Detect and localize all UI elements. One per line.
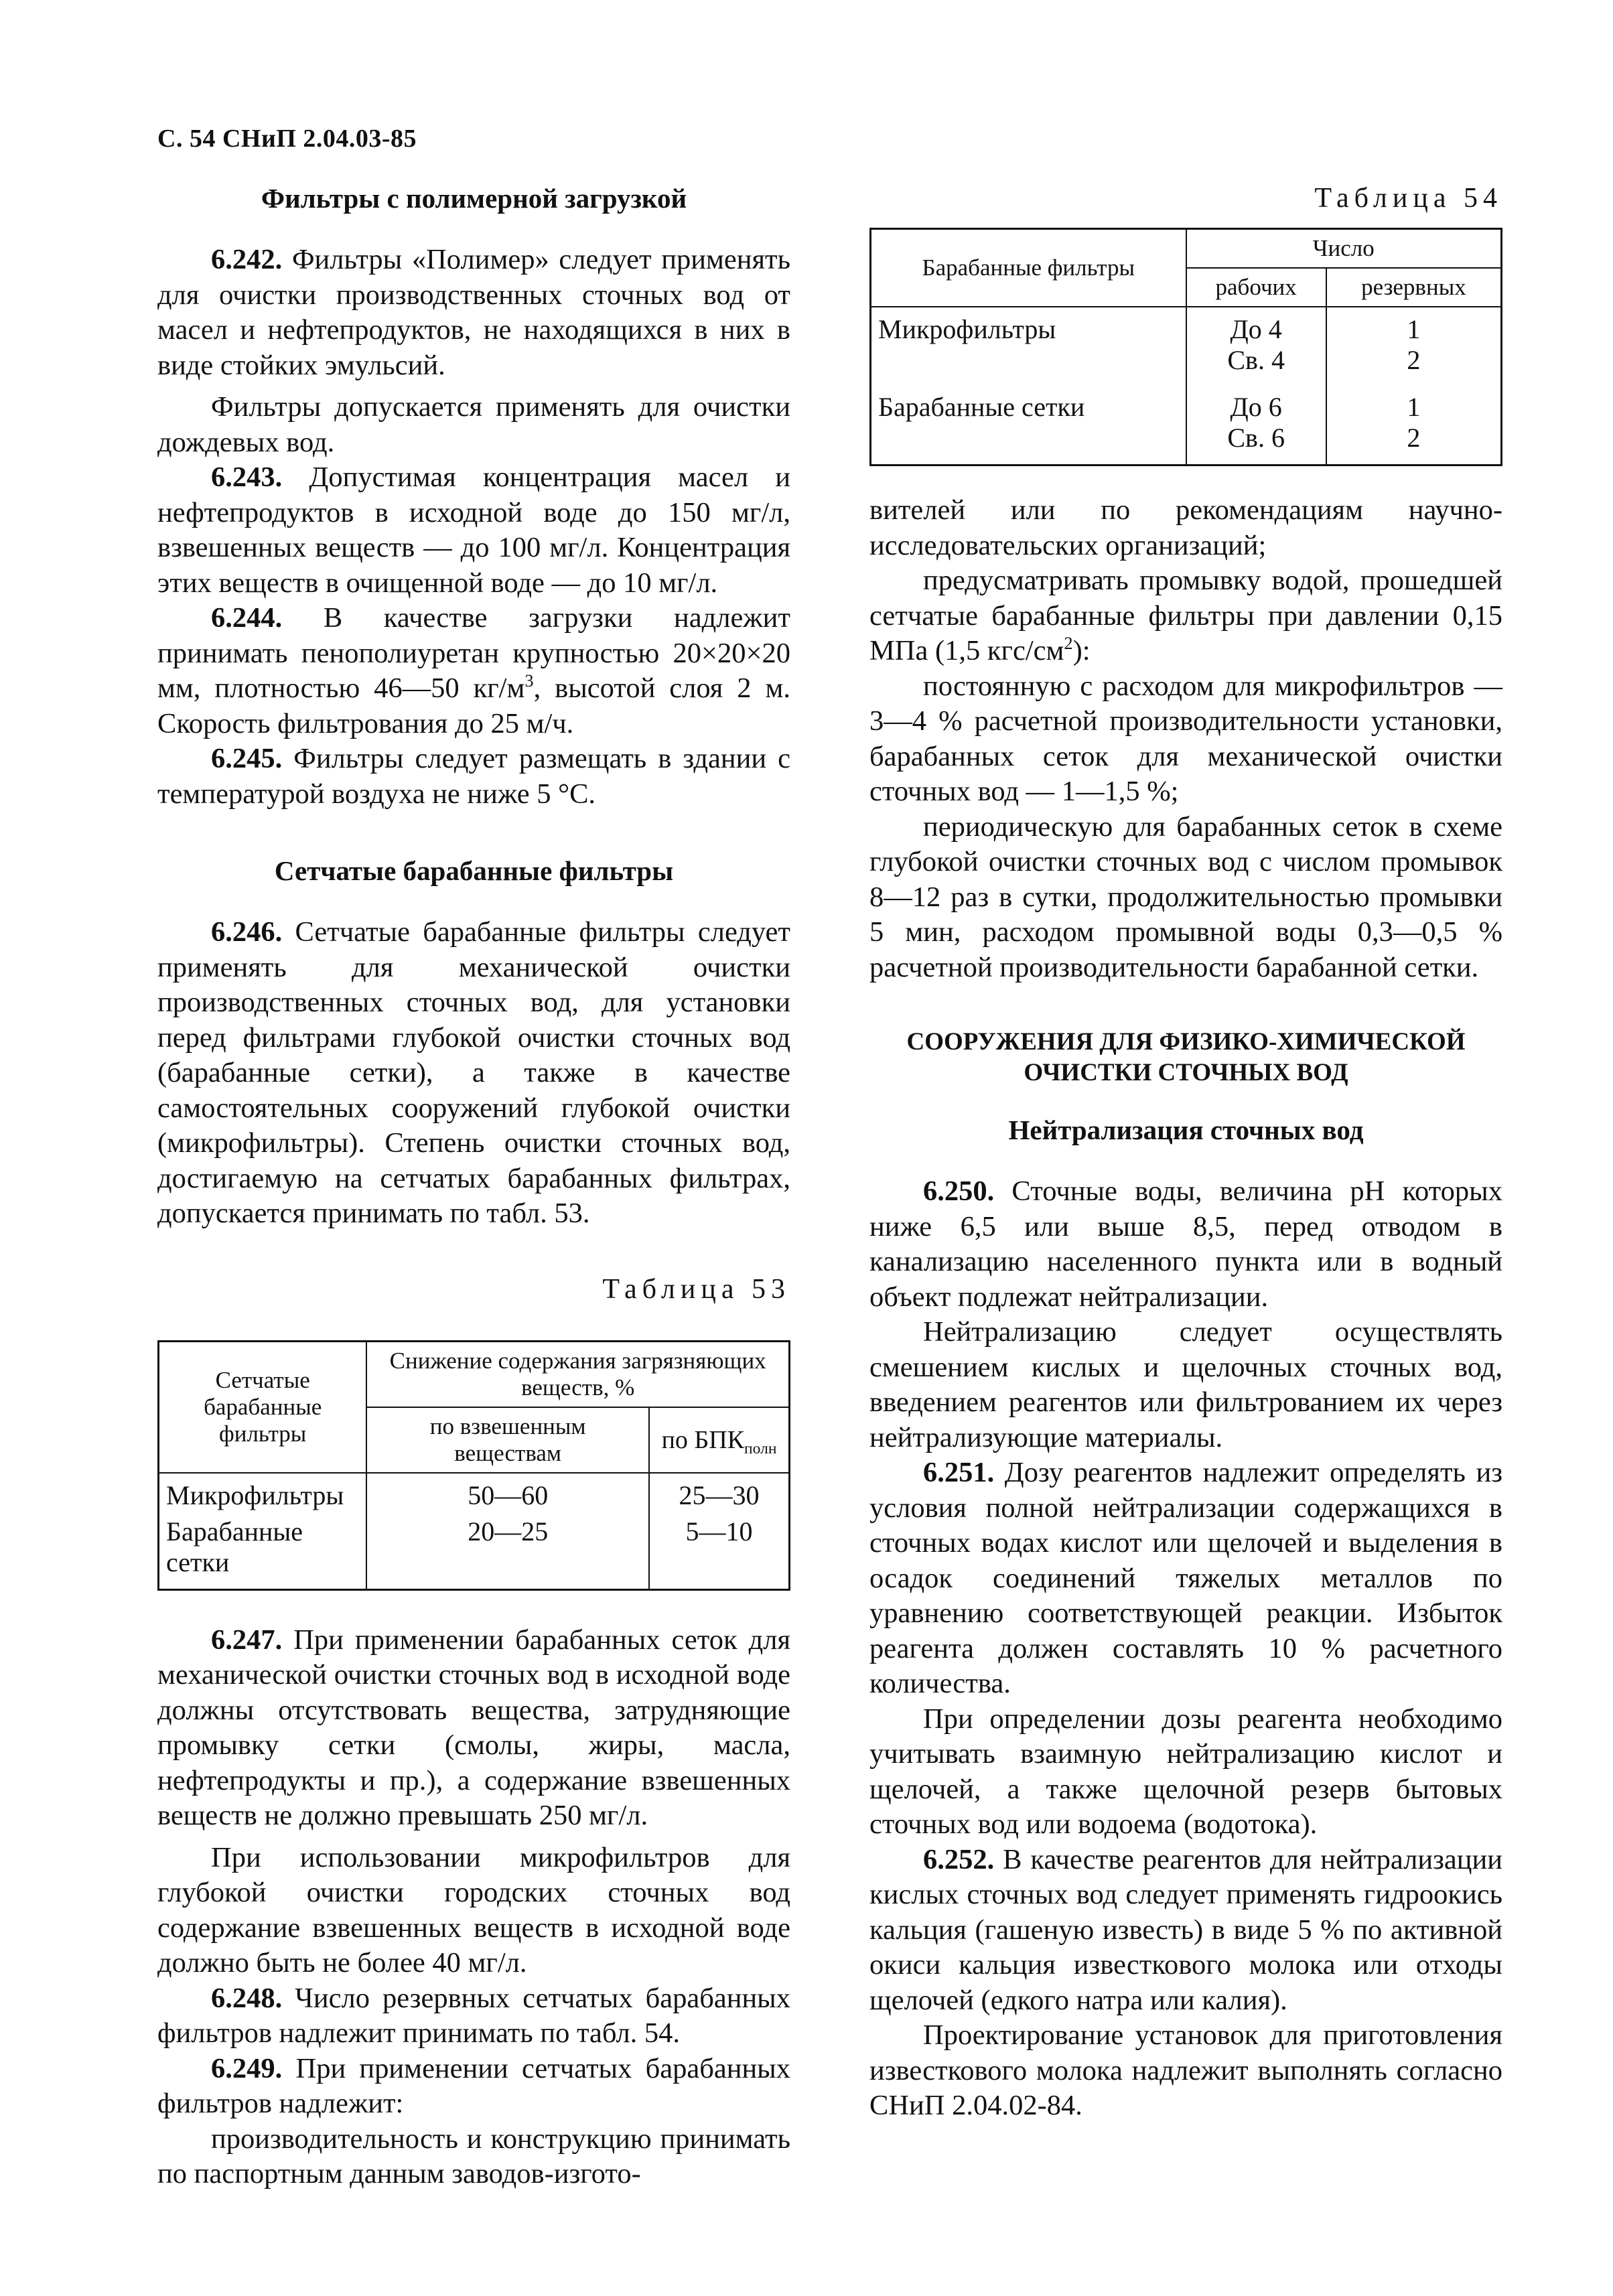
clause-6-249-continuation: вителей или по рекомендациям научно-исследовательских организаций; (869, 494, 1502, 561)
table-row: Микрофильтры До 4 Св. 4 1 2 (871, 307, 1502, 378)
page-header: С. 54 СНиП 2.04.03-85 (157, 125, 417, 153)
clause-6-252-para2: Проектирование установок для приготовления известкового молока надлежит выполнять согласно СНиП 2.04.02-84. (869, 2019, 1502, 2121)
table-54-caption: Таблица 54 (1314, 183, 1502, 214)
table-54-col-reserve: резервных (1326, 268, 1502, 307)
table-53-col-bod: по $БПК_{полн}$ (649, 1407, 789, 1473)
section-title-polymer-filters: Фильтры с полимерной загрузкой (261, 183, 687, 214)
table-54-col-group: Число (1186, 229, 1502, 269)
washing-constant: постоянную с расходом для микрофильтров — 3—4 % расчетной производительности установки, барабанных сеток для механической очистки сточных вод — 1—1,5 %; (869, 670, 1502, 807)
left-column (157, 174, 790, 2192)
clause-6-250: 6.250. Сточные воды, величина pH которых ниже 6,5 или выше 8,5, перед отводом в канализацию населенного пункта или в водный объект подлежат нейтрализации. (869, 1175, 1502, 1313)
clause-6-242-para2: Фильтры допускается применять для очистки дождевых вод. (157, 391, 790, 458)
table-53-col-suspended: по взвешенным веществам (366, 1407, 649, 1473)
table-row: Барабанные сетки 20—25 5—10 (159, 1514, 790, 1590)
table-54-col-working: рабочих (1186, 268, 1326, 307)
table-row: Барабанные сетки До 6 Св. 6 1 2 (871, 378, 1502, 465)
clause-6-242: 6.242. Фильтры «Полимер» следует применять для очистки производственных сточных вод от масел и нефтепродуктов, не находящихся в них в виде стойких эмульсий. (157, 244, 790, 381)
clause-6-251-para2: При определении дозы реагента необходимо учитывать взаимную нейтрализацию кислот и щелочей, а также щелочной резерв бытовых сточных вод или водоема (водотока). (869, 1703, 1502, 1840)
clause-6-248: 6.248. Число резервных сетчатых барабанных фильтров надлежит принимать по табл. 54. (157, 1982, 790, 2049)
clause-6-247: 6.247. При применении барабанных сеток для механической очистки сточных вод в исходной воде должны отсутствовать вещества, затрудняющие промывку сетки (смолы, жиры, масла, нефтепродукты и пр.), а содержание взвешенных веществ не должно превышать 250 мг/л. (157, 1624, 790, 1831)
clause-6-243: 6.243. Допустимая концентрация масел и нефтепродуктов в исходной воде до 150 мг/л, взвешенных веществ — до 100 мг/л. Концентрация этих веществ в очищенной воде — до 10 мг/л. (157, 461, 790, 599)
table-53-caption: Таблица 53 (602, 1273, 790, 1305)
washing-periodic: периодическую для барабанных сеток в схеме глубокой очистки сточных вод с числом промывок 8—12 раз в сутки, продолжительностью промывки 5 мин, расходом промывной воды 0,3—0,5 % расчетной производительности барабанной сетки. (869, 810, 1502, 983)
section-title-neutralization: Нейтрализация сточных вод (1008, 1115, 1364, 1145)
table-54 (869, 228, 1502, 466)
clause-6-249: 6.249. При применении сетчатых барабанных фильтров надлежит: (157, 2052, 790, 2119)
clause-6-244: 6.244. В качестве загрузки надлежит принимать пенополиуретан крупностью 20×20×20 мм, плотностью 46—50 $кг/м^3$, высотой слоя 2 м. Скорость фильтрования до 25 м/ч. (157, 602, 790, 739)
section-title-drum-filters: Сетчатые барабанные фильтры (274, 855, 674, 886)
washing-requirement: предусматривать промывку водой, прошедшей сетчатые барабанные фильтры при давлении 0,15 МПа (1,5 кгс/$см^2$): (869, 565, 1502, 666)
clause-6-246: 6.246. Сетчатые барабанные фильтры следует применять для механической очистки производственных сточных вод, для установки перед фильтрами глубокой очистки сточных вод (барабанные сетки), а также в качестве самостоятельных сооружений глубокой очистки (микрофильтры). Степень очистки сточных вод, достигаемую на сетчатых барабанных фильтрах, допускается принимать по табл. 53. (157, 916, 790, 1229)
clause-6-250-para2: Нейтрализацию следует осуществлять смешением кислых и щелочных сточных вод, введением реагентов или фильтрованием их через нейтрализующие материалы. (869, 1316, 1502, 1453)
table-53-col-group: Снижение содержания загрязняющих веществ, % (366, 1341, 789, 1407)
table-row: Микрофильтры 50—60 25—30 (159, 1473, 790, 1514)
table-53-col-filters: Сетчатые барабанные фильтры (159, 1341, 367, 1473)
table-53 (157, 1340, 790, 1591)
clause-6-252: 6.252. В качестве реагентов для нейтрализации кислых сточных вод следует применять гидроокись кальция (гашеную известь) в виде 5 % по активной окиси кальция известкового молока или отходы щелочей (едкого натра или калия). (869, 1843, 1502, 2016)
table-54-col-filters: Барабанные фильтры (871, 229, 1186, 307)
clause-6-245: 6.245. Фильтры следует размещать в здании с температурой воздуха не ниже 5 °С. (157, 743, 790, 810)
section-title-physchem: СООРУЖЕНИЯ ДЛЯ ФИЗИКО-ХИМИЧЕСКОЙ ОЧИСТКИ СТОЧНЫХ ВОД (906, 1028, 1466, 1086)
clause-6-247-para2: При использовании микрофильтров для глубокой очистки городских сточных вод содержание взвешенных веществ в исходной воде должно быть не более 40 мг/л. (157, 1841, 790, 1979)
clause-6-249-para2: производительность и конструкцию принимать по паспортным данным заводов-изгото- (157, 2123, 790, 2190)
right-column (869, 174, 1502, 2124)
clause-6-251: 6.251. Дозу реагентов надлежит определять из условия полной нейтрализации содержащихся в сточных водах кислот или щелочей и выделения в осадок соединений тяжелых металлов по уравнению соответствующей реакции. Избыток реагента должен составлять 10 % расчетного количества. (869, 1457, 1502, 1699)
